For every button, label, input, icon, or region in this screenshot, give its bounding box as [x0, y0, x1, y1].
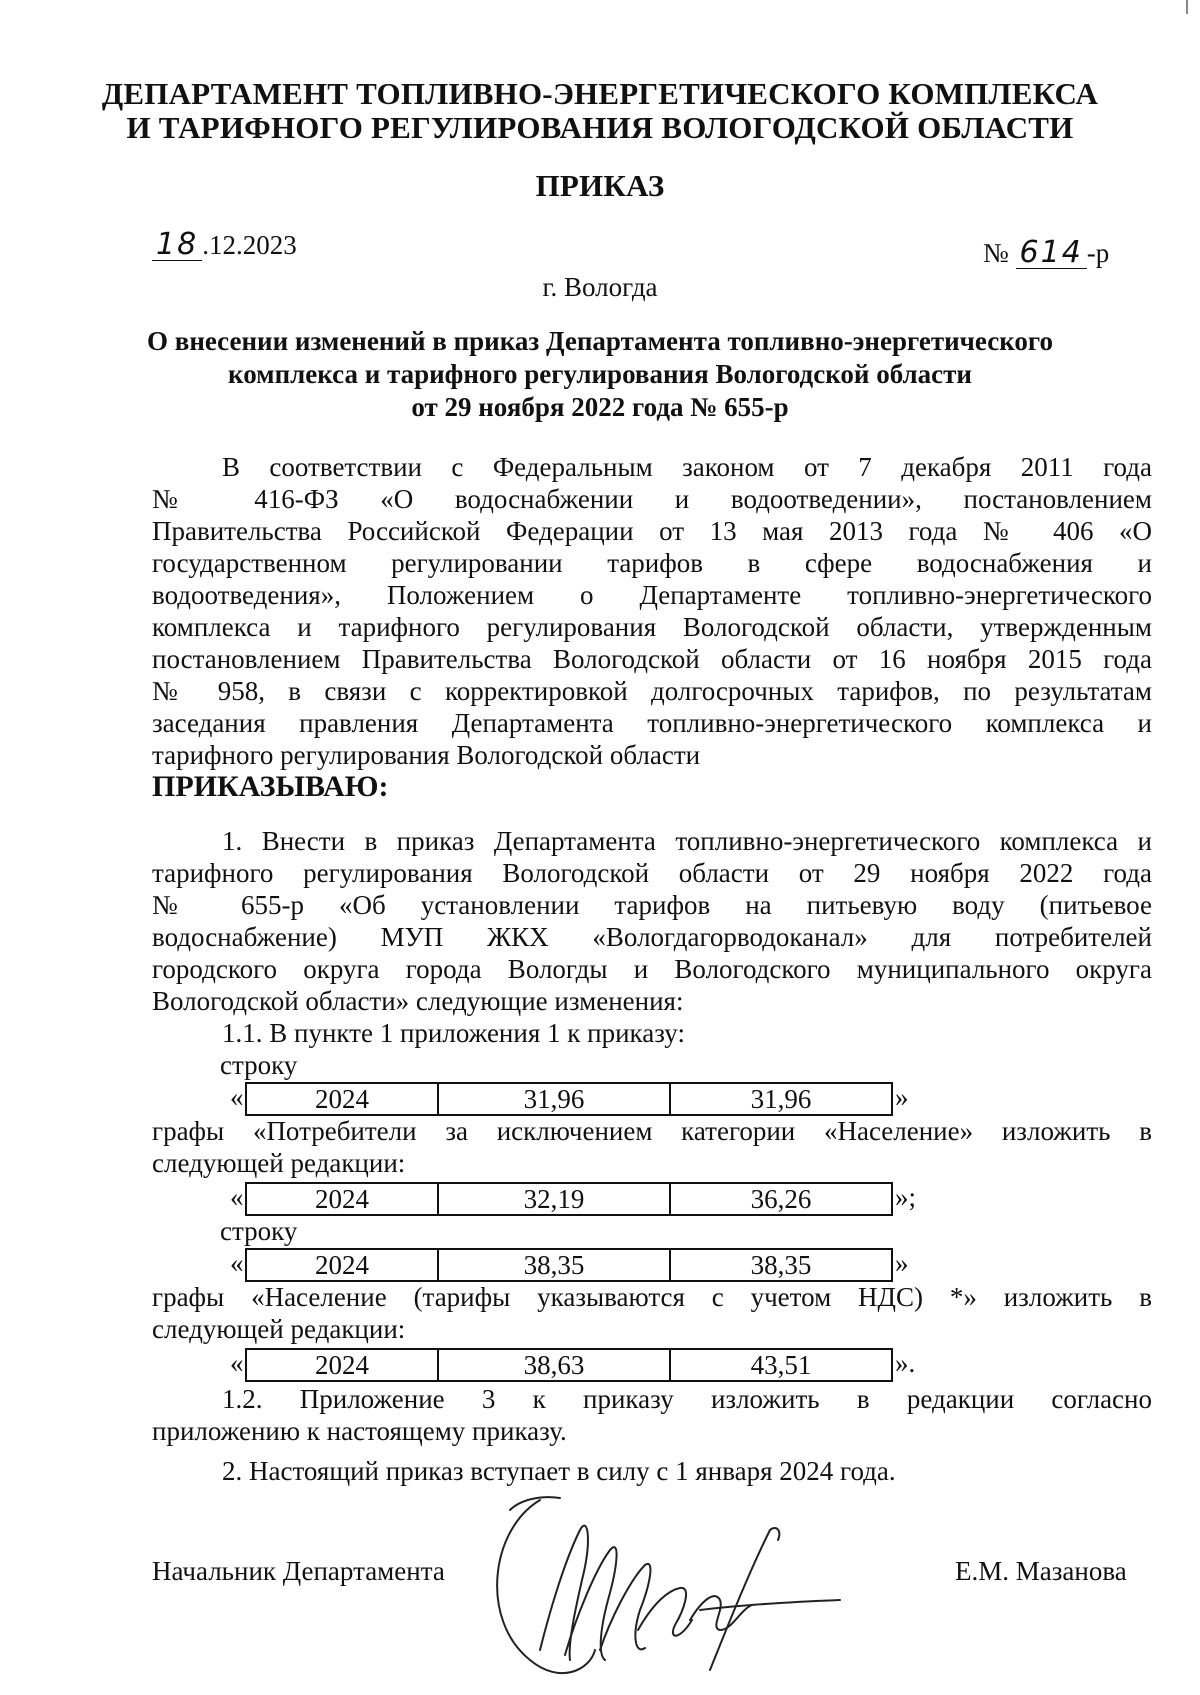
item1-1: 1.1. В пункте 1 приложения 1 к приказу:	[222, 1018, 685, 1048]
close-quote: »	[895, 1248, 909, 1278]
value-cell: 38,35	[670, 1249, 892, 1281]
item1-line: тарифного регулирования Вологодской области от 29 ноября 2022 года	[152, 858, 1152, 888]
preamble-line: № 416-ФЗ «О водоснабжении и водоотведении», постановлением	[152, 484, 1152, 514]
order-word: ПРИКАЗЫВАЮ:	[152, 770, 389, 803]
close-quote: »	[895, 1082, 909, 1112]
preamble-line: № 958, в связи с корректировкой долгосрочных тарифов, по результатам	[152, 676, 1152, 706]
tariff-row-3	[245, 1248, 893, 1282]
scan-edge-mark	[1186, 0, 1188, 14]
item1-line: городского округа города Вологды и Вологодского муниципального округа	[152, 954, 1152, 984]
city: г. Вологда	[542, 272, 658, 302]
value-cell: 31,96	[670, 1083, 892, 1115]
department-name-line2: И ТАРИФНОГО РЕГУЛИРОВАНИЯ ВОЛОГОДСКОЙ ОБЛАСТИ	[126, 110, 1074, 145]
value-cell: 38,63	[438, 1349, 670, 1381]
number-handwritten: 614	[1016, 238, 1087, 269]
department-name-line1: ДЕПАРТАМЕНТ ТОПЛИВНО-ЭНЕРГЕТИЧЕСКОГО КОМПЛЕКСА	[101, 76, 1099, 111]
date-rest: .12.2023	[202, 230, 297, 260]
item1-line: 1. Внести в приказ Департамента топливно-энергетического комплекса и	[222, 826, 1152, 856]
value-cell: 32,19	[438, 1183, 670, 1215]
preamble-line: комплекса и тарифного регулирования Вологодской области, утвержденным	[152, 612, 1152, 642]
item2: 2. Настоящий приказ вступает в силу с 1 января 2024 года.	[222, 1456, 896, 1486]
value-cell: 38,35	[438, 1249, 670, 1281]
value-cell: 31,96	[438, 1083, 670, 1115]
signatory-name: Е.М. Мазанова	[955, 1556, 1127, 1586]
value-cell: 43,51	[670, 1349, 892, 1381]
year-cell: 2024	[246, 1249, 438, 1281]
preamble-line: водоотведения», Положением о Департаменте топливно-энергетического	[152, 580, 1152, 610]
word-row: строку	[220, 1050, 298, 1080]
close-quote: ».	[895, 1348, 916, 1378]
tariff-row-1	[245, 1082, 893, 1116]
signatory-position: Начальник Департамента	[152, 1556, 445, 1586]
item1-2-line: приложению к настоящему приказу.	[152, 1416, 567, 1446]
open-quote: «	[230, 1348, 244, 1378]
order-number	[983, 235, 1110, 270]
graph2-line: следующей редакции:	[152, 1314, 406, 1344]
date-day-handwritten: 18	[152, 230, 202, 261]
subject-line1: О внесении изменений в приказ Департамента топливно-энергетического	[146, 326, 1053, 356]
graph1-line: следующей редакции:	[152, 1148, 406, 1178]
item1-2-line: 1.2. Приложение 3 к приказу изложить в редакции согласно	[222, 1384, 1152, 1414]
graph2-line: графы «Население (тарифы указываются с учетом НДС) *» изложить в	[152, 1282, 1152, 1312]
order-date	[152, 227, 297, 262]
subject-line3: от 29 ноября 2022 года № 655-р	[411, 392, 789, 422]
item1-line: водоснабжение) МУП ЖКХ «Вологдагорводоканал» для потребителей	[152, 922, 1152, 952]
preamble-line: В соответствии с Федеральным законом от 7 декабря 2011 года	[222, 452, 1152, 482]
close-quote: »;	[895, 1182, 917, 1212]
tariff-row-2	[245, 1182, 893, 1216]
preamble-line: государственном регулировании тарифов в сфере водоснабжения и	[152, 548, 1152, 578]
item1-line: Вологодской области» следующие изменения:	[152, 986, 684, 1016]
open-quote: «	[230, 1248, 244, 1278]
open-quote: «	[230, 1082, 244, 1112]
subject-line2: комплекса и тарифного регулирования Вологодской области	[228, 359, 972, 389]
word-row: строку	[220, 1216, 298, 1246]
year-cell: 2024	[246, 1349, 438, 1381]
value-cell: 36,26	[670, 1183, 892, 1215]
graph1-line: графы «Потребители за исключением категории «Население» изложить в	[152, 1116, 1152, 1146]
preamble-line: тарифного регулирования Вологодской области	[152, 740, 701, 770]
tariff-row-4	[245, 1348, 893, 1382]
document-type: ПРИКАЗ	[535, 168, 665, 203]
preamble-line: постановлением Правительства Вологодской области от 16 ноября 2015 года	[152, 644, 1152, 674]
preamble-line: Правительства Российской Федерации от 13 мая 2013 года № 406 «О	[152, 516, 1152, 546]
open-quote: «	[230, 1182, 244, 1212]
preamble-line: заседания правления Департамента топливно-энергетического комплекса и	[152, 708, 1152, 738]
item1-line: № 655-р «Об установлении тарифов на питьевую воду (питьевое	[152, 890, 1152, 920]
number-suffix: -р	[1086, 238, 1110, 268]
handwritten-signature	[470, 1470, 870, 1690]
number-prefix: №	[983, 238, 1009, 268]
year-cell: 2024	[246, 1083, 438, 1115]
year-cell: 2024	[246, 1183, 438, 1215]
